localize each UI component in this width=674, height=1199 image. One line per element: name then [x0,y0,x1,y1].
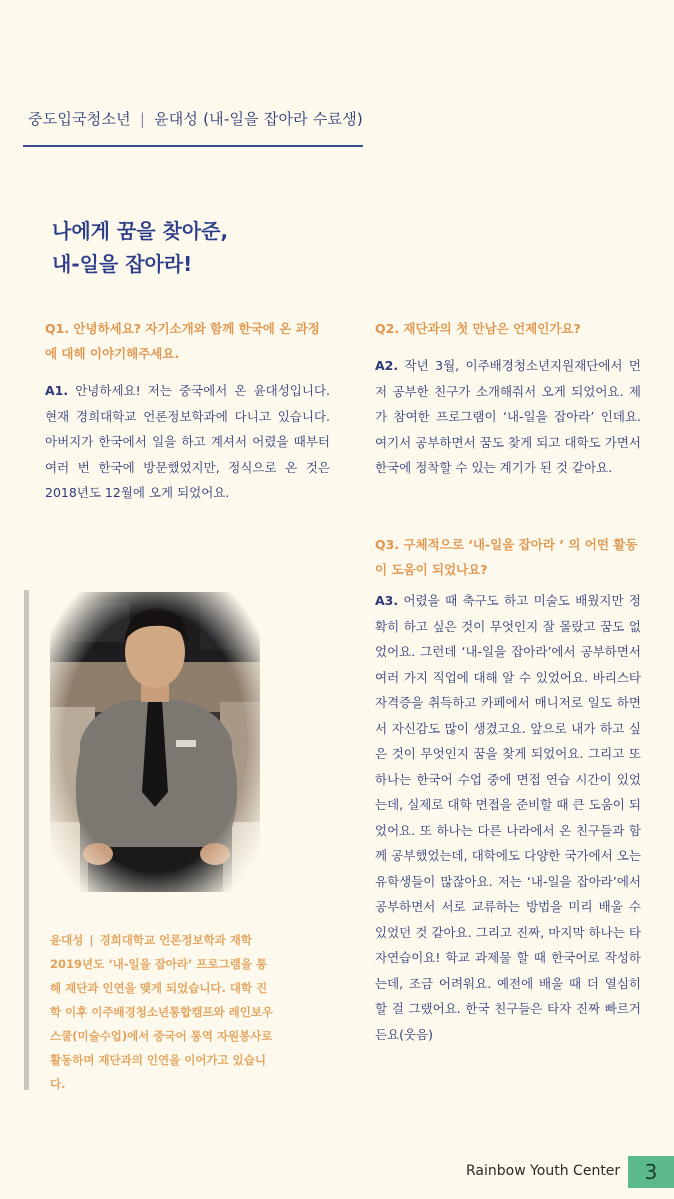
header-category: 중도입국청소년 [28,110,131,128]
header-divider [23,145,363,147]
q2-answer-text: 작년 3월, 이주배경청소년지원재단에서 먼저 공부한 친구가 소개해줘서 오게 되었어요. 제가 참여한 프로그램이 ‘내-일을 잡아라’ 인데요. 여기서 공부하면서 꿈도 찾게 되고 대학도 가면서 한국에 정착할 수 있는 계기가 된 것 같아요. [375,358,641,475]
q1-answer-text: 안녕하세요! 저는 중국에서 온 윤대성입니다. 현재 경희대학교 언론정보학과에 다니고 있습니다. 아버지가 한국에서 일을 하고 계셔서 어렸을 때부터 여러 번 한국에 방문했었지만, 정식으로 온 것은 2018년도 12월에 오게 되었어요. [45,383,330,500]
page-number: 3 [628,1156,674,1188]
q1-block [45,316,330,506]
header-person: 윤대성 (내-일을 잡아라 수료생) [154,110,363,128]
portrait-photo [50,592,260,892]
q3-answer [375,588,641,1047]
title-line-2: 내-일을 잡아라! [52,252,193,276]
caption-name: 윤대성 [50,933,84,947]
q3-question: Q3. 구체적으로 ‘내-일을 잡아라 ’ 의 어떤 활동이 도움이 되었나요? [375,537,638,577]
title-line-1: 나에게 꿈을 찾아준, [52,219,229,243]
q1-question: Q1. 안녕하세요? 자기소개와 함께 한국에 온 과정에 대해 이야기해주세요. [45,321,320,361]
q2-question: Q2. 재단과의 첫 만남은 언제인가요? [375,321,581,336]
photo-caption [50,928,275,1096]
footer-organization: Rainbow Youth Center [466,1163,621,1179]
q3-answer-label: A3. [375,593,399,608]
caption-side-bar [24,590,29,1090]
caption-separator: | [89,933,94,947]
article-title [52,215,352,281]
q3-answer-text: 어렸을 때 축구도 하고 미술도 배웠지만 정확히 하고 싶은 것이 무엇인지 잘 몰랐고 꿈도 없었어요. 그런데 ‘내-일을 잡아라’에서 공부하면서 여러 가지 직업에 대해 알 수 있었어요. 바리스타 자격증을 취득하고 카페에서 매니저로 일도 하면서 자신감도 많이 생겼고요. 앞으로 내가 하고 싶은 것이 무엇인지 꿈을 찾게 되었어요. 그리고 또 하나는 한국어 수업 중에 면접 연습 시간이 있었는데, 실제로 대학 면접을 준비할 때 큰 도움이 되었어요. 또 하나는 다른 나라에서 온 친구들과 함께 공부했었는데, 대학에도 다양한 국가에서 오는 유학생들이 많잖아요. 저는 ‘내-일을 잡아라’에서 공부하면서 서로 교류하는 방법을 미리 배울 수 있었던 것 같아요. 그리고 진짜, 마지막 하나는 타자연습이요! 학교 과제물 할 때 한국어로 작성하는데, 조금 어려워요. 예전에 배울 때 더 열심히 할 걸 그랬어요. 한국 친구들은 타자 진짜 빠르거든요(웃음) [375,593,641,1042]
caption-text: 경희대학교 언론정보학과 재학 2019년도 ‘내-일을 잡아라’ 프로그램을 통해 재단과 인연을 맺게 되었습니다. 대학 진학 이후 이주배경청소년통합캠프와 레인보우스쿨(미술수업)에서 중국어 통역 자원봉사로 활동하며 재단과의 인연을 이어가고 있습니다. [50,933,274,1091]
q1-answer-label: A1. [45,383,69,398]
q1-answer [45,378,330,506]
q2-block [375,316,641,481]
header-separator: | [139,110,146,128]
header-line [28,108,368,129]
q2-answer [375,353,641,481]
q3-block [375,532,641,1047]
q2-answer-label: A2. [375,358,399,373]
